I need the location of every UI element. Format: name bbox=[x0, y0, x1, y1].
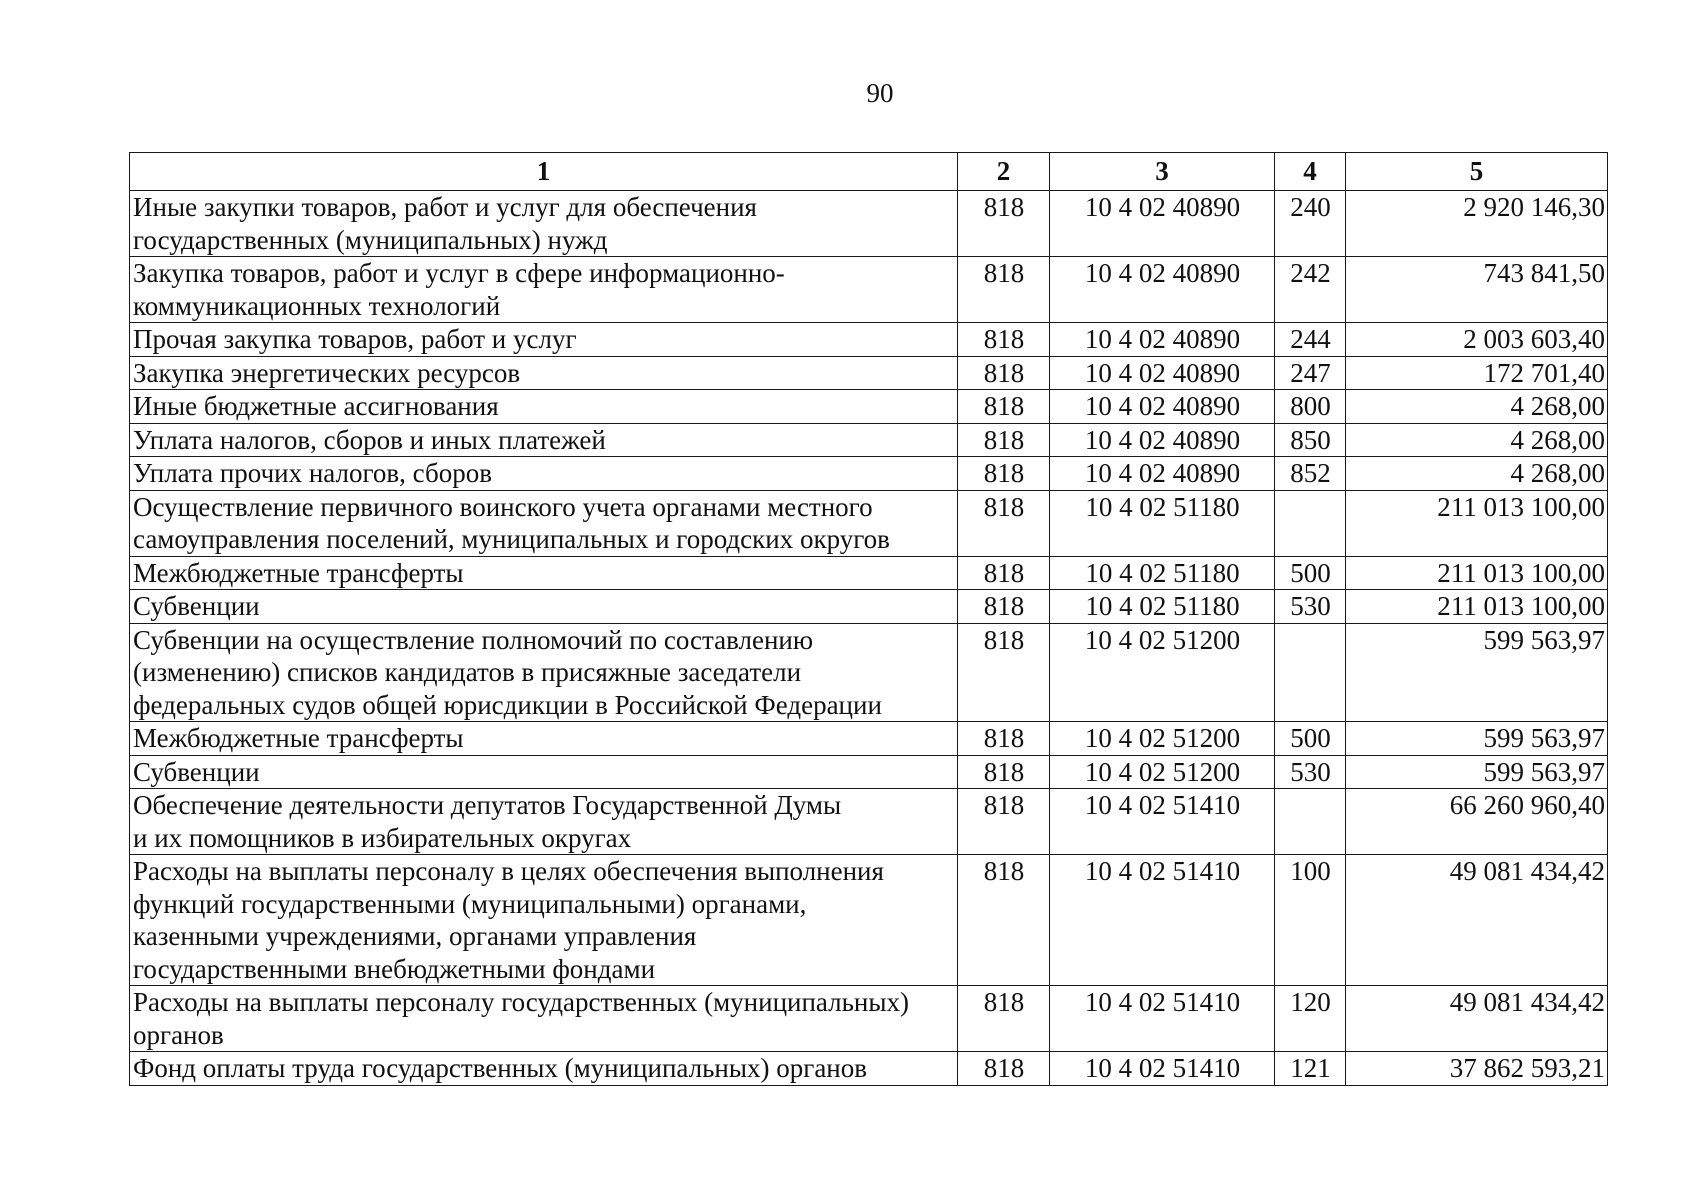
row-code-col3: 10 4 02 40890 bbox=[1050, 323, 1275, 357]
row-description: Фонд оплаты труда государственных (муниципальных) органов bbox=[130, 1052, 958, 1086]
row-code-col2: 818 bbox=[958, 390, 1050, 424]
row-code-col3: 10 4 02 40890 bbox=[1050, 356, 1275, 390]
row-amount: 211 013 100,00 bbox=[1346, 556, 1608, 590]
row-description: Расходы на выплаты персоналу в целях обеспечения выполнения функций государственными (муниципальными) органами, казенными учреждениями, органами управления государственными внебюджетными фондами bbox=[130, 855, 958, 986]
table-row bbox=[130, 423, 1608, 457]
table-row bbox=[130, 490, 1608, 556]
row-code-col2: 818 bbox=[958, 323, 1050, 357]
row-amount: 2 003 603,40 bbox=[1346, 323, 1608, 357]
row-code-col4: 121 bbox=[1275, 1052, 1346, 1086]
row-code-col3: 10 4 02 51410 bbox=[1050, 855, 1275, 986]
row-code-col3: 10 4 02 40890 bbox=[1050, 390, 1275, 424]
row-description: Закупка товаров, работ и услуг в сфере информационно- коммуникационных технологий bbox=[130, 257, 958, 323]
row-code-col3: 10 4 02 51200 bbox=[1050, 755, 1275, 789]
row-description: Уплата налогов, сборов и иных платежей bbox=[130, 423, 958, 457]
row-code-col2: 818 bbox=[958, 623, 1050, 722]
row-code-col3: 10 4 02 40890 bbox=[1050, 457, 1275, 491]
table-row bbox=[130, 722, 1608, 756]
row-amount: 172 701,40 bbox=[1346, 356, 1608, 390]
row-code-col4: 500 bbox=[1275, 556, 1346, 590]
row-code-col3: 10 4 02 51180 bbox=[1050, 556, 1275, 590]
row-code-col4: 247 bbox=[1275, 356, 1346, 390]
table-row bbox=[130, 590, 1608, 624]
budget-table bbox=[129, 152, 1608, 1086]
row-code-col4: 240 bbox=[1275, 191, 1346, 257]
row-description: Межбюджетные трансферты bbox=[130, 722, 958, 756]
row-description: Расходы на выплаты персоналу государственных (муниципальных) органов bbox=[130, 986, 958, 1052]
table-row bbox=[130, 323, 1608, 357]
row-code-col2: 818 bbox=[958, 490, 1050, 556]
row-code-col4: 530 bbox=[1275, 755, 1346, 789]
row-code-col4: 120 bbox=[1275, 986, 1346, 1052]
row-code-col3: 10 4 02 51180 bbox=[1050, 590, 1275, 624]
row-code-col2: 818 bbox=[958, 1052, 1050, 1086]
row-code-col2: 818 bbox=[958, 722, 1050, 756]
row-code-col2: 818 bbox=[958, 855, 1050, 986]
row-amount: 4 268,00 bbox=[1346, 390, 1608, 424]
row-code-col3: 10 4 02 40890 bbox=[1050, 191, 1275, 257]
row-amount: 49 081 434,42 bbox=[1346, 986, 1608, 1052]
row-code-col2: 818 bbox=[958, 755, 1050, 789]
row-description: Осуществление первичного воинского учета органами местного самоуправления поселений, муниципальных и городских округов bbox=[130, 490, 958, 556]
row-amount: 37 862 593,21 bbox=[1346, 1052, 1608, 1086]
row-code-col2: 818 bbox=[958, 986, 1050, 1052]
row-amount: 599 563,97 bbox=[1346, 722, 1608, 756]
row-amount: 743 841,50 bbox=[1346, 257, 1608, 323]
row-code-col3: 10 4 02 51410 bbox=[1050, 789, 1275, 855]
row-code-col3: 10 4 02 40890 bbox=[1050, 257, 1275, 323]
table-row bbox=[130, 755, 1608, 789]
header-col-3: 3 bbox=[1050, 153, 1275, 191]
row-code-col4: 244 bbox=[1275, 323, 1346, 357]
row-code-col3: 10 4 02 51180 bbox=[1050, 490, 1275, 556]
row-code-col2: 818 bbox=[958, 457, 1050, 491]
row-description: Субвенции bbox=[130, 755, 958, 789]
row-code-col2: 818 bbox=[958, 191, 1050, 257]
row-amount: 4 268,00 bbox=[1346, 423, 1608, 457]
row-code-col4: 852 bbox=[1275, 457, 1346, 491]
row-description: Закупка энергетических ресурсов bbox=[130, 356, 958, 390]
row-code-col4: 530 bbox=[1275, 590, 1346, 624]
row-amount: 2 920 146,30 bbox=[1346, 191, 1608, 257]
row-code-col4: 800 bbox=[1275, 390, 1346, 424]
header-col-4: 4 bbox=[1275, 153, 1346, 191]
row-amount: 4 268,00 bbox=[1346, 457, 1608, 491]
header-col-5: 5 bbox=[1346, 153, 1608, 191]
row-description: Иные закупки товаров, работ и услуг для обеспечения государственных (муниципальных) нужд bbox=[130, 191, 958, 257]
row-code-col2: 818 bbox=[958, 423, 1050, 457]
row-code-col3: 10 4 02 51200 bbox=[1050, 623, 1275, 722]
row-amount: 599 563,97 bbox=[1346, 755, 1608, 789]
table-row bbox=[130, 457, 1608, 491]
row-code-col4 bbox=[1275, 623, 1346, 722]
row-code-col2: 818 bbox=[958, 556, 1050, 590]
row-amount: 66 260 960,40 bbox=[1346, 789, 1608, 855]
table-row bbox=[130, 855, 1608, 986]
header-col-2: 2 bbox=[958, 153, 1050, 191]
table-row bbox=[130, 257, 1608, 323]
row-code-col4 bbox=[1275, 490, 1346, 556]
row-code-col4: 242 bbox=[1275, 257, 1346, 323]
row-description: Обеспечение деятельности депутатов Государственной Думы и их помощников в избирательных округах bbox=[130, 789, 958, 855]
header-row bbox=[130, 153, 1608, 191]
row-description: Уплата прочих налогов, сборов bbox=[130, 457, 958, 491]
row-code-col3: 10 4 02 51410 bbox=[1050, 1052, 1275, 1086]
row-amount: 599 563,97 bbox=[1346, 623, 1608, 722]
table-body bbox=[130, 191, 1608, 1086]
row-code-col4 bbox=[1275, 789, 1346, 855]
table-row bbox=[130, 356, 1608, 390]
row-code-col3: 10 4 02 51410 bbox=[1050, 986, 1275, 1052]
row-code-col4: 100 bbox=[1275, 855, 1346, 986]
table-row bbox=[130, 623, 1608, 722]
row-code-col2: 818 bbox=[958, 356, 1050, 390]
row-description: Иные бюджетные ассигнования bbox=[130, 390, 958, 424]
row-code-col4: 850 bbox=[1275, 423, 1346, 457]
row-code-col3: 10 4 02 40890 bbox=[1050, 423, 1275, 457]
row-code-col2: 818 bbox=[958, 590, 1050, 624]
table-row bbox=[130, 986, 1608, 1052]
row-code-col4: 500 bbox=[1275, 722, 1346, 756]
table-row bbox=[130, 191, 1608, 257]
row-amount: 211 013 100,00 bbox=[1346, 490, 1608, 556]
row-description: Межбюджетные трансферты bbox=[130, 556, 958, 590]
row-description: Прочая закупка товаров, работ и услуг bbox=[130, 323, 958, 357]
row-code-col2: 818 bbox=[958, 257, 1050, 323]
row-description: Субвенции на осуществление полномочий по составлению (изменению) списков кандидатов в присяжные заседатели федеральных судов общей юрисдикции в Российской Федерации bbox=[130, 623, 958, 722]
table-header bbox=[130, 153, 1608, 191]
row-amount: 211 013 100,00 bbox=[1346, 590, 1608, 624]
row-description: Субвенции bbox=[130, 590, 958, 624]
table-row bbox=[130, 556, 1608, 590]
table-row bbox=[130, 1052, 1608, 1086]
header-col-1: 1 bbox=[130, 153, 958, 191]
row-code-col3: 10 4 02 51200 bbox=[1050, 722, 1275, 756]
row-code-col2: 818 bbox=[958, 789, 1050, 855]
row-amount: 49 081 434,42 bbox=[1346, 855, 1608, 986]
page-number: 90 bbox=[866, 78, 894, 108]
table-row bbox=[130, 390, 1608, 424]
table-row bbox=[130, 789, 1608, 855]
